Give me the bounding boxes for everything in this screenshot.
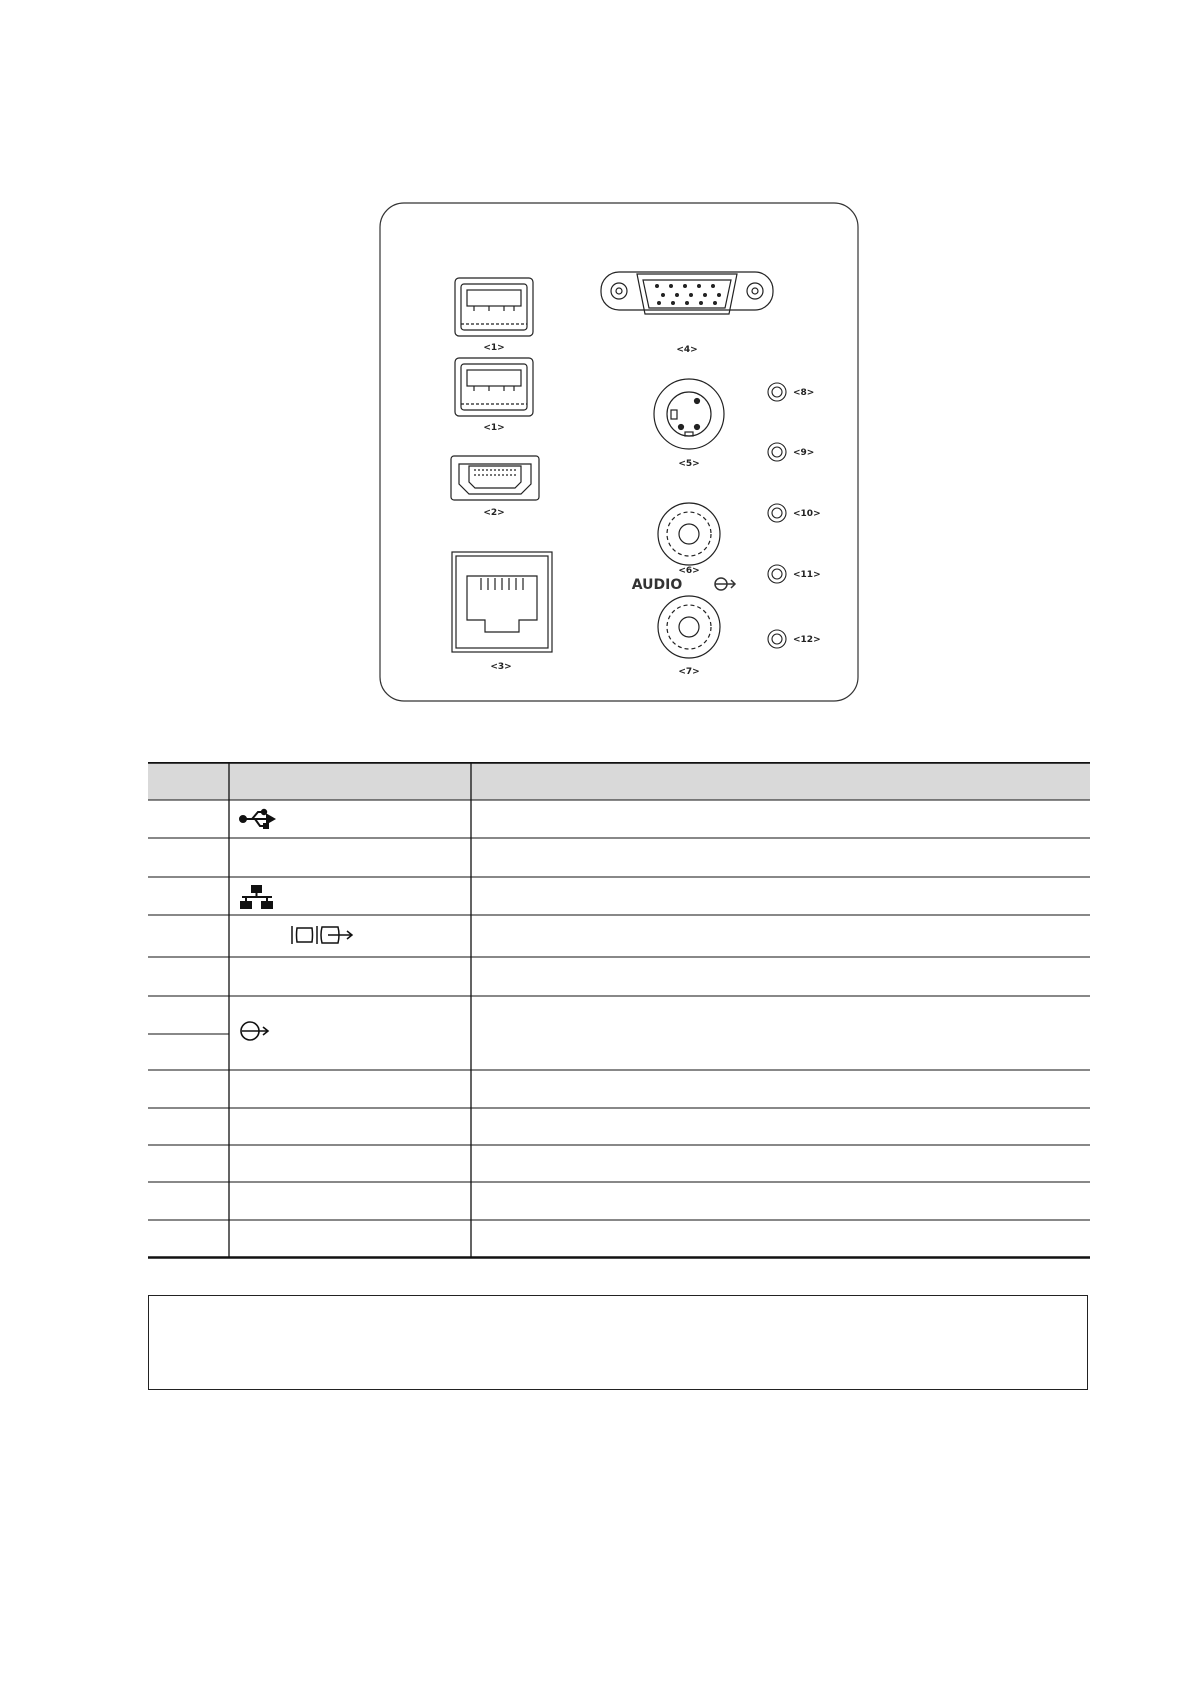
port-label-11: <11> [793, 570, 821, 580]
port-label-10: <10> [793, 509, 821, 519]
output-icon [241, 1022, 268, 1040]
usb-icon [240, 810, 274, 828]
port-label-4: <4> [676, 345, 698, 355]
port-label-1b: <1> [483, 423, 505, 433]
note-box [148, 1295, 1088, 1390]
port-label-6: <6> [678, 566, 700, 576]
port-label-8: <8> [793, 388, 815, 398]
port-label-2: <2> [483, 508, 505, 518]
port-label-7: <7> [678, 667, 700, 677]
port-label-12: <12> [793, 635, 821, 645]
row-dividers [148, 838, 1090, 1220]
port-label-1a: <1> [483, 343, 505, 353]
port-label-5: <5> [678, 459, 700, 469]
video-output-icon [292, 926, 352, 944]
audio-label: AUDIO [631, 577, 683, 593]
network-icon [241, 886, 272, 908]
io-panel-figure [379, 202, 859, 702]
table-header [148, 762, 1090, 800]
port-label-9: <9> [793, 448, 815, 458]
port-table [148, 762, 1090, 1259]
port-label-3: <3> [490, 662, 512, 672]
